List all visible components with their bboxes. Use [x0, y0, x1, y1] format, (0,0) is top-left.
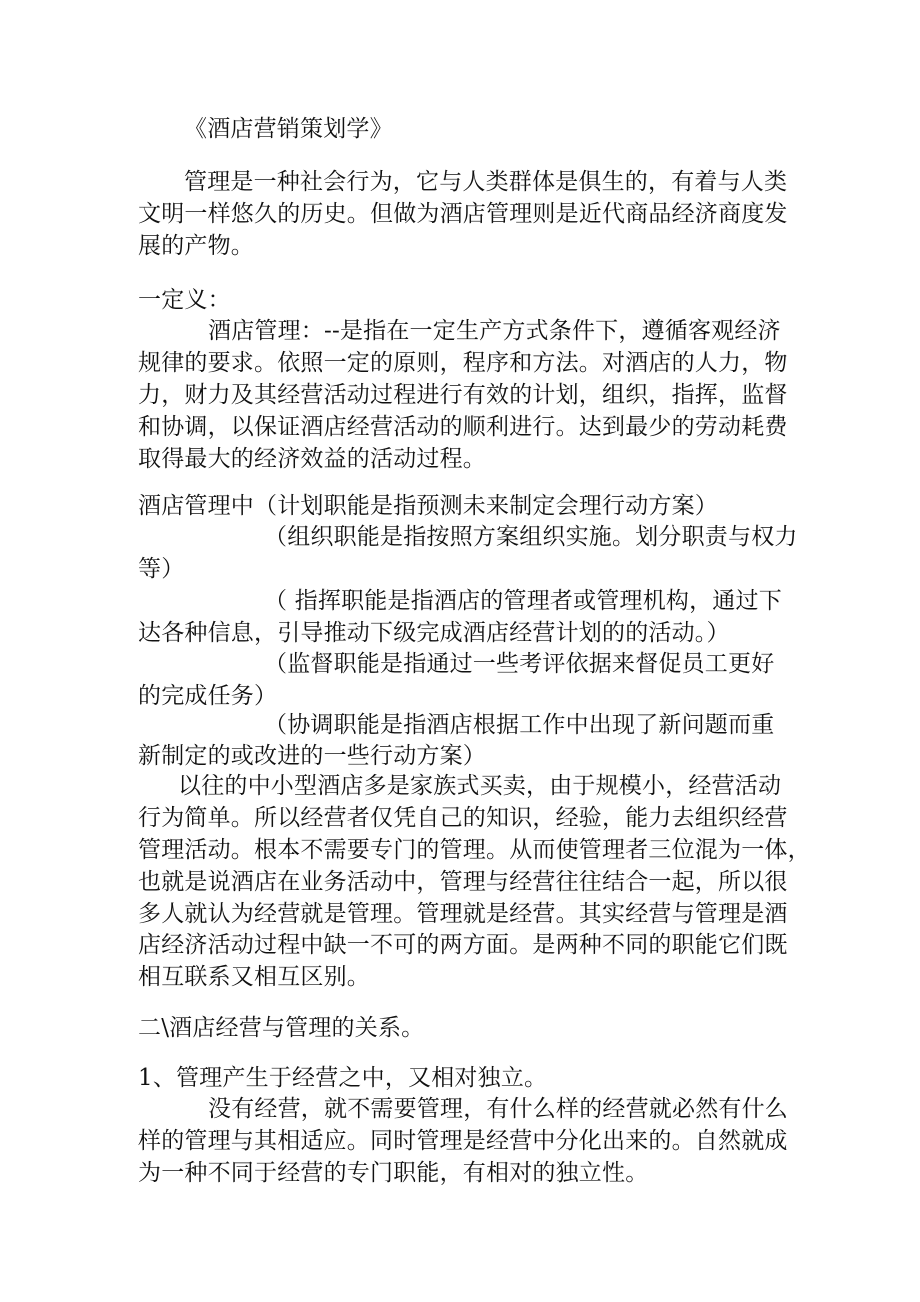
functions-line-6: （监督职能是指通过一些考评依据来督促员工更好: [264, 651, 775, 677]
definition-line-1: 酒店管理：--是指在一定生产方式条件下，遵循客观经济: [208, 318, 781, 344]
small-hotels-line-4: 也就是说酒店在业务活动中，管理与经营往往结合一起，所以很: [138, 869, 788, 895]
small-hotels-line-2: 行为简单。所以经营者仅凭自己的知识，经验，能力去组织经营: [138, 805, 788, 831]
functions-line-5: 达各种信息，引导推动下级完成酒店经营计划的的活动。）: [138, 620, 730, 646]
section-2-item-1-heading: 1、管理产生于经营之中，又相对独立。: [138, 1065, 548, 1091]
intro-line-2: 文明一样悠久的历史。但做为酒店管理则是近代商品经济商度发: [138, 201, 788, 227]
functions-line-9: 新制定的或改进的一些行动方案）: [138, 743, 486, 769]
functions-line-8: （协调职能是指酒店根据工作中出现了新问题而重: [264, 712, 775, 738]
small-hotels-line-1: 以往的中小型酒店多是家族式买卖，由于规模小，经营活动: [178, 773, 782, 799]
intro-line-1: 管理是一种社会行为，它与人类群体是俱生的，有着与人类: [184, 169, 788, 195]
small-hotels-line-7: 相互联系又相互区别。: [138, 964, 370, 990]
small-hotels-line-3: 管理活动。根本不需要专门的管理。从而使管理者三位混为一体，: [138, 837, 811, 863]
definition-line-5: 取得最大的经济效益的活动过程。: [138, 446, 486, 472]
small-hotels-line-5: 多人就认为经营就是管理。管理就是经营。其实经营与管理是酒: [138, 901, 788, 927]
section-2-item-1-line-1: 没有经营，就不需要管理，有什么样的经营就必然有什么: [208, 1096, 788, 1122]
functions-line-4: （ 指挥职能是指酒店的管理者或管理机构，通过下: [264, 588, 782, 614]
functions-line-1: 酒店管理中（计划职能是指预测未来制定会理行动方案）: [138, 493, 718, 519]
document-title: 《酒店营销策划学》: [184, 116, 393, 142]
definition-line-3: 力，财力及其经营活动过程进行有效的计划，组织，指挥，监督: [138, 382, 788, 408]
section-2-item-1-line-3: 为一种不同于经营的专门职能，有相对的独立性。: [138, 1160, 649, 1186]
functions-line-7: 的完成任务）: [138, 683, 278, 709]
definition-line-2: 规律的要求。依照一定的原则，程序和方法。对酒店的人力，物: [138, 350, 788, 376]
definition-line-4: 和协调，以保证酒店经营活动的顺利进行。达到最少的劳动耗费: [138, 414, 788, 440]
functions-line-3: 等）: [138, 556, 185, 582]
section-2-heading: 二\酒店经营与管理的关系。: [138, 1015, 425, 1041]
intro-line-3: 展的产物。: [138, 233, 254, 259]
section-2-item-1-line-2: 样的管理与其相适应。同时管理是经营中分化出来的。自然就成: [138, 1128, 788, 1154]
definition-heading: 一定义：: [138, 287, 231, 313]
small-hotels-line-6: 店经济活动过程中缺一不可的两方面。是两种不同的职能它们既: [138, 932, 788, 958]
functions-line-2: （组织职能是指按照方案组织实施。划分职责与权力: [264, 524, 798, 550]
